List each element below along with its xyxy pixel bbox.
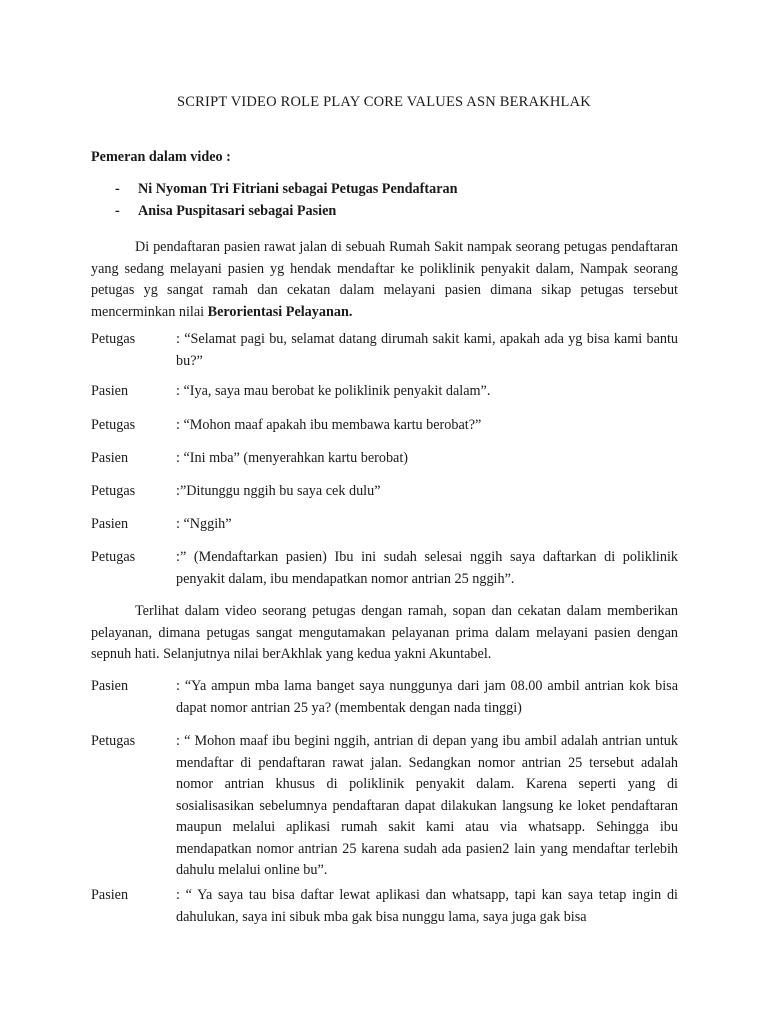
cast-item	[91, 179, 457, 201]
list-dash: -	[115, 181, 120, 197]
cast-item-text: Anisa Puspitasari sebagai Pasien	[138, 203, 337, 219]
speaker-label: Petugas	[91, 417, 136, 433]
cast-heading: Pemeran dalam video :	[91, 149, 231, 165]
speech-text: : “Iya, saya mau berobat ke poliklinik penyakit dalam”.	[176, 383, 491, 399]
speaker-label: Pasien	[91, 516, 129, 532]
intro-bold-value: Berorientasi Pelayanan.	[207, 303, 353, 320]
list-dash: -	[115, 203, 120, 219]
speech-text: : “Ini mba” (menyerahkan kartu berobat)	[176, 450, 409, 466]
speech-text: :”Ditunggu nggih bu saya cek dulu”	[176, 483, 381, 499]
dialog-line	[91, 381, 678, 403]
speaker-label: Petugas	[91, 549, 136, 565]
dialog-line	[91, 481, 678, 503]
intro-text: Di pendaftaran pasien rawat jalan di sebuah Rumah Sakit nampak seorang petugas pendaftaran yang sedang melayani pasien yg hendak mendaftar ke poliklinik penyakit dalam, Nampak seorang petugas yg sangat ramah dan cekatan dalam melayani pasien dimana sikap petugas tersebut mencerminkan nilai	[91, 239, 678, 320]
cast-list	[91, 179, 457, 223]
intro-paragraph	[91, 237, 678, 323]
dialog-line	[91, 676, 678, 719]
middle-paragraph	[91, 601, 678, 666]
dialog-line	[91, 514, 678, 536]
dialog-line	[91, 329, 678, 372]
document-title: SCRIPT VIDEO ROLE PLAY CORE VALUES ASN BERAKHLAK	[177, 94, 591, 110]
speaker-label: Pasien	[91, 383, 129, 399]
cast-item-text: Ni Nyoman Tri Fitriani sebagai Petugas Pendaftaran	[138, 181, 458, 197]
speech-text: : “Ya ampun mba lama banget saya nunggunya dari jam 08.00 ambil antrian kok bisa dapat nomor antrian 25 ya? (membentak dengan nada tinggi)	[176, 678, 678, 716]
speech-text: : “ Ya saya tau bisa daftar lewat aplikasi dan whatsapp, tapi kan saya tetap ingin di dahulukan, saya ini sibuk mba gak bisa nunggu lama, saya juga gak bisa	[176, 887, 678, 925]
speaker-label: Petugas	[91, 331, 136, 347]
speech-text: : “Nggih”	[176, 516, 232, 532]
dialog-line	[91, 731, 678, 882]
dialog-line	[91, 885, 678, 928]
speech-text: :” (Mendaftarkan pasien) Ibu ini sudah selesai nggih saya daftarkan di poliklinik penyakit dalam, ibu mendapatkan nomor antrian 25 nggih”.	[176, 549, 678, 587]
speaker-label: Pasien	[91, 450, 129, 466]
speaker-label: Petugas	[91, 733, 136, 749]
speech-text: : “ Mohon maaf ibu begini nggih, antrian di depan yang ibu ambil adalah antrian untuk mendaftar di pendaftaran rawat jalan. Sedangkan nomor antrian 25 tersebut adalah nomor antrian khusus di poliklinik penyakit dalam. Karena seperti yang di sosialisasikan sebelumnya pendaftaran dapat dilakukan langsung ke loket pendaftaran maupun melalui aplikasi rumah sakit kami atau via whatsapp. Sehingga ibu mendapatkan nomor antrian 25 karena sudah ada pasien2 lain yang mendaftar terlebih dahulu melalui online bu”.	[176, 733, 678, 878]
dialog-line	[91, 415, 678, 437]
dialog-line	[91, 448, 678, 470]
speaker-label: Petugas	[91, 483, 136, 499]
middle-text: Terlihat dalam video seorang petugas dengan ramah, sopan dan cekatan dalam memberikan pelayanan, dimana petugas sangat mengutamakan pelayanan prima dalam melayani pasien dengan sepnuh hati. Selanjutnya nilai berAkhlak yang kedua yakni Akuntabel.	[91, 603, 678, 662]
cast-item	[91, 201, 457, 223]
speech-text: : “Mohon maaf apakah ibu membawa kartu berobat?”	[176, 417, 482, 433]
speech-text: : “Selamat pagi bu, selamat datang dirumah sakit kami, apakah ada yg bisa kami bantu bu?”	[176, 331, 678, 369]
speaker-label: Pasien	[91, 678, 129, 694]
speaker-label: Pasien	[91, 887, 129, 903]
dialog-line	[91, 547, 678, 590]
